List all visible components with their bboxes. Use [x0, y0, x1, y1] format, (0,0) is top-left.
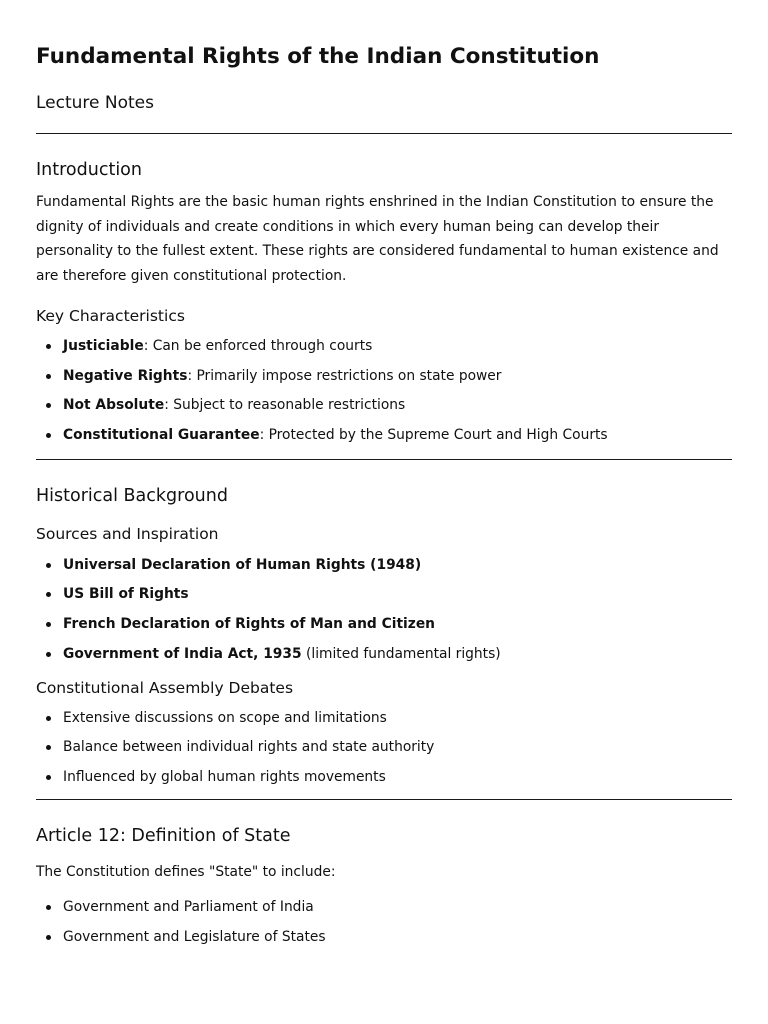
list-item: Influenced by global human rights movements: [36, 767, 732, 787]
list-item: [36, 555, 732, 575]
list-item: [36, 425, 732, 445]
list-item-term: Universal Declaration of Human Rights (1948): [63, 556, 422, 573]
list-item: [36, 366, 732, 386]
sources-list: [36, 555, 732, 664]
list-item-term: US Bill of Rights: [63, 586, 189, 603]
page-title: Fundamental Rights of the Indian Constitution: [36, 44, 600, 69]
subsection-heading-assembly-debates: Constitutional Assembly Debates: [36, 678, 294, 697]
list-item-term: Not Absolute: [63, 397, 165, 414]
list-item-desc: : Primarily impose restrictions on state power: [187, 367, 502, 384]
list-item: [36, 584, 732, 604]
list-item-term: Government of India Act, 1935: [63, 645, 302, 662]
debates-list: [36, 708, 732, 787]
list-item: [36, 644, 732, 664]
article-12-intro: The Constitution defines "State" to include:: [36, 863, 336, 880]
list-item: [36, 336, 732, 356]
section-heading-introduction: Introduction: [36, 160, 142, 180]
introduction-paragraph: Fundamental Rights are the basic human rights enshrined in the Indian Constitution to ensure the dignity of individuals and create conditions in which every human being can develop their personality to the fullest extent. These rights are considered fundamental to human existence and are therefore given constitutional protection.: [36, 194, 719, 284]
list-item: [36, 614, 732, 634]
list-item-desc: : Protected by the Supreme Court and High Courts: [259, 426, 608, 443]
page-subtitle: Lecture Notes: [36, 93, 154, 113]
list-item-desc: : Can be enforced through courts: [143, 338, 373, 354]
divider: [36, 133, 732, 134]
section-heading-historical-background: Historical Background: [36, 485, 228, 506]
list-item-term: Justiciable: [63, 338, 144, 354]
list-item: Balance between individual rights and state authority: [36, 737, 732, 757]
divider: [36, 459, 732, 460]
list-item-term: Constitutional Guarantee: [63, 426, 260, 443]
list-item-desc: : Subject to reasonable restrictions: [164, 397, 406, 414]
subsection-heading-sources: Sources and Inspiration: [36, 524, 219, 543]
list-item: [36, 395, 732, 415]
article-12-list: [36, 897, 732, 947]
subsection-heading-key-characteristics: Key Characteristics: [36, 307, 185, 325]
list-item: Extensive discussions on scope and limitations: [36, 708, 732, 728]
section-heading-article-12: Article 12: Definition of State: [36, 825, 291, 846]
list-item-desc: (limited fundamental rights): [301, 645, 501, 662]
list-item: Government and Parliament of India: [36, 897, 732, 917]
list-item: Government and Legislature of States: [36, 927, 732, 947]
list-item-term: Negative Rights: [63, 367, 188, 384]
divider: [36, 799, 732, 800]
list-item-term: French Declaration of Rights of Man and Citizen: [63, 615, 435, 632]
key-characteristics-list: [36, 336, 732, 445]
